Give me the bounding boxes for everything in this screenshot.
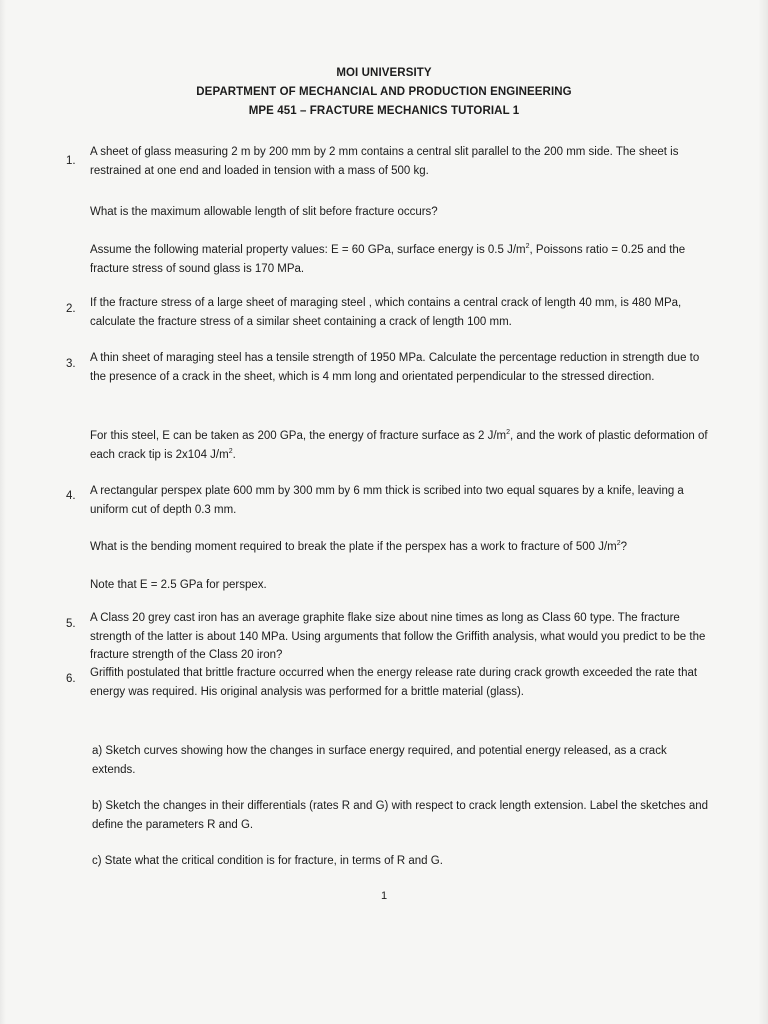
q1-assumptions [90,241,710,278]
q3-text: A thin sheet of maraging steel has a tensile strength of 1950 MPa. Calculate the percentage reduction in strength due to the presence of a crack in the sheet, which is 4 mm long and orientated perpendicular to the stressed direction. [90,352,700,383]
q6-part-a: a) Sketch curves showing how the changes in surface energy required, and potential energy released, as a crack extends. [92,745,667,776]
page-number: 1 [380,890,388,902]
q3-note-sup2: 2 [228,447,233,455]
university-name: MOI UNIVERSITY [336,67,432,79]
q4-number: 4. [66,490,76,502]
q5-number: 5. [66,618,76,630]
q1-assume-a: Assume the following material property values: E = 60 GPa, surface energy is 0.5 J/m [90,244,526,256]
q1-question: What is the maximum allowable length of slit before fracture occurs? [90,206,438,218]
department-name: DEPARTMENT OF MECHANCIAL AND PRODUCTION ENGINEERING [196,86,572,98]
q6-text: Griffith postulated that brittle fracture occurred when the energy release rate during crack growth exceeded the rate that energy was required. His original analysis was performed for a brittle material (glass). [90,667,698,698]
q2-number: 2. [66,303,76,315]
q3-number: 3. [66,358,76,370]
q4-text: A rectangular perspex plate 600 mm by 300 mm by 6 mm thick is scribed into two equal squares by a knife, leaving a uniform cut of depth 0.3 mm. [90,485,684,516]
q6-part-c: c) State what the critical condition is for fracture, in terms of R and G. [92,855,443,867]
scan-edge-right [758,0,768,1024]
document-header [0,64,768,121]
q3-note-a: For this steel, E can be taken as 200 GPa, the energy of fracture surface as 2 J/m [90,430,507,442]
q1-assume-b: , Poissons ratio = 0.25 and the fracture stress of sound glass is 170 MPa. [90,244,686,275]
q3-note-sup1: 2 [506,429,511,437]
q1-assume-sup: 2 [525,243,530,251]
scan-edge-left [0,0,6,1024]
q5-text: A Class 20 grey cast iron has an average graphite flake size about nine times as long as Class 60 type. The fracture strength of the latter is about 140 MPa. Using arguments that follow the Griffith analysis, what would you predict to be the fracture strength of the Class 20 iron? [90,612,706,661]
tutorial-title: MPE 451 – FRACTURE MECHANICS TUTORIAL 1 [248,105,520,117]
q3-note [90,427,710,464]
q1-number: 1. [66,155,76,167]
q4-note: Note that E = 2.5 GPa for perspex. [90,579,267,591]
q4-question-sup: 2 [616,540,621,548]
q4-question-a: What is the bending moment required to break the plate if the perspex has a work to fracture of 500 J/m [90,541,617,553]
q6-part-b: b) Sketch the changes in their differentials (rates R and G) with respect to crack length extension. Label the sketches and define the parameters R and G. [92,800,709,831]
q4-question-b: ? [620,541,628,553]
q4-question [90,538,710,557]
q2-text: If the fracture stress of a large sheet of maraging steel , which contains a central crack of length 40 mm, is 480 MPa, calculate the fracture stress of a similar sheet containing a crack of length 100 mm. [90,297,682,328]
q3-note-c: . [232,448,236,461]
q6-number: 6. [66,673,76,685]
q3-note-b: , and the work of plastic deformation of each crack tip is 2x104 J/m [90,430,708,461]
q1-text: A sheet of glass measuring 2 m by 200 mm by 2 mm contains a central slit parallel to the 200 mm side. The sheet is restrained at one end and loaded in tension with a mass of 500 kg. [90,146,679,177]
